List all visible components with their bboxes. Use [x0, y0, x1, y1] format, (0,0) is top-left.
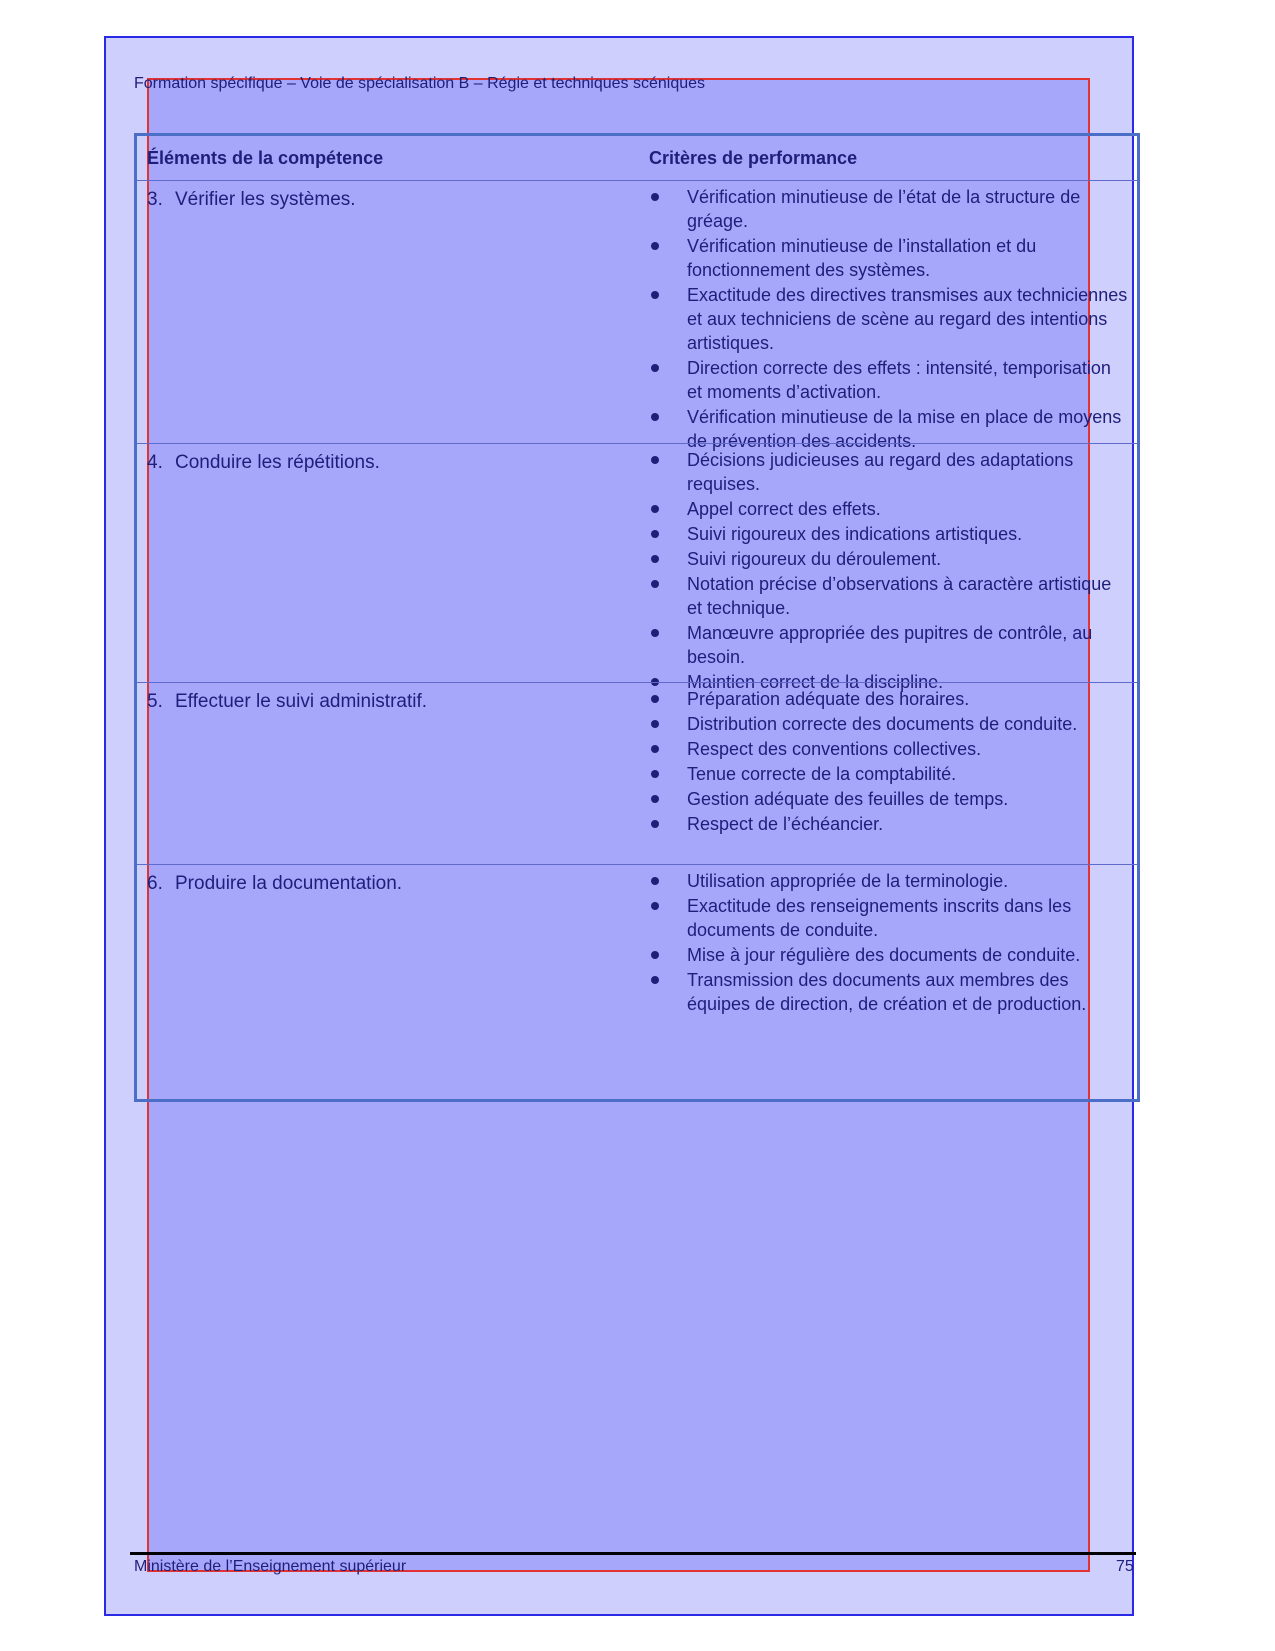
- bullet-icon: [651, 413, 659, 421]
- criteria-item: Notation précise d’observations à caractère artistique et technique.: [649, 572, 1129, 620]
- footer-ministry: Ministère de l’Enseignement supérieur: [134, 1558, 407, 1575]
- competence-label: Vérifier les systèmes.: [175, 189, 356, 210]
- criteria-item: Utilisation appropriée de la terminologie.: [649, 869, 1129, 893]
- table-body: [137, 136, 1137, 1099]
- bullet-icon: [651, 629, 659, 637]
- bullet-icon: [651, 820, 659, 828]
- bullet-icon: [651, 695, 659, 703]
- criteria-item: Manœuvre appropriée des pupitres de contrôle, au besoin.: [649, 621, 1129, 669]
- table-row: [137, 864, 1137, 1099]
- competence-label: Produire la documentation.: [175, 873, 403, 894]
- running-header: Formation spécifique – Voie de spécialisation B – Régie et techniques scéniques: [134, 75, 706, 92]
- criteria-item: Transmission des documents aux membres des équipes de direction, de création et de production.: [649, 968, 1129, 1016]
- criteria-item: Préparation adéquate des horaires.: [649, 687, 1129, 711]
- table-header-row: [137, 136, 1137, 181]
- criteria-item: Direction correcte des effets : intensité, temporisation et moments d’activation.: [649, 356, 1129, 404]
- bullet-icon: [651, 364, 659, 372]
- bullet-icon: [651, 242, 659, 250]
- table-row: [137, 443, 1137, 692]
- criteria-item: Gestion adéquate des feuilles de temps.: [649, 787, 1129, 811]
- criteria-item: Suivi rigoureux des indications artistiques.: [649, 522, 1129, 546]
- criteria-list: [649, 687, 1129, 837]
- bullet-icon: [651, 902, 659, 910]
- competence-label: Effectuer le suivi administratif.: [175, 691, 428, 712]
- competence-label: Conduire les répétitions.: [175, 452, 380, 473]
- criteria-item: Distribution correcte des documents de conduite.: [649, 712, 1129, 736]
- criteria-item: Suivi rigoureux du déroulement.: [649, 547, 1129, 571]
- header-left: Éléments de la compétence: [147, 148, 384, 168]
- competence-element: [147, 188, 356, 212]
- bullet-icon: [651, 976, 659, 984]
- competence-number: 3.: [147, 189, 163, 210]
- footer-rule: [130, 1552, 1136, 1555]
- competence-element: [147, 451, 380, 475]
- bullet-icon: [651, 795, 659, 803]
- criteria-item: Décisions judicieuses au regard des adaptations requises.: [649, 448, 1129, 496]
- criteria-item: Maintien correct de la discipline.: [649, 670, 1129, 694]
- table-row: [137, 682, 1137, 864]
- bullet-icon: [651, 580, 659, 588]
- criteria-item: Vérification minutieuse de l’état de la structure de gréage.: [649, 185, 1129, 233]
- bullet-icon: [651, 555, 659, 563]
- bullet-icon: [651, 877, 659, 885]
- bullet-icon: [651, 745, 659, 753]
- bullet-icon: [651, 456, 659, 464]
- criteria-list: [649, 448, 1129, 695]
- bullet-icon: [651, 770, 659, 778]
- criteria-item: Respect de l’échéancier.: [649, 812, 1129, 836]
- bullet-icon: [651, 530, 659, 538]
- competence-element: [147, 872, 402, 896]
- criteria-item: Vérification minutieuse de l’installation et du fonctionnement des systèmes.: [649, 234, 1129, 282]
- bullet-icon: [651, 951, 659, 959]
- criteria-item: Appel correct des effets.: [649, 497, 1129, 521]
- competence-number: 4.: [147, 452, 163, 473]
- criteria-item: Respect des conventions collectives.: [649, 737, 1129, 761]
- competence-element: [147, 690, 427, 714]
- criteria-item: Vérification minutieuse de la mise en place de moyens de prévention des accidents.: [649, 405, 1129, 453]
- criteria-item: Exactitude des directives transmises aux techniciennes et aux techniciens de scène au regard des intentions artistiques.: [649, 283, 1129, 355]
- page-number: 75: [1116, 1558, 1134, 1575]
- criteria-item: Tenue correcte de la comptabilité.: [649, 762, 1129, 786]
- bullet-icon: [651, 291, 659, 299]
- criteria-list: [649, 185, 1129, 454]
- bullet-icon: [651, 193, 659, 201]
- criteria-item: Mise à jour régulière des documents de conduite.: [649, 943, 1129, 967]
- header-right: Critères de performance: [649, 148, 858, 168]
- criteria-list: [649, 869, 1129, 1017]
- bullet-icon: [651, 505, 659, 513]
- competence-number: 6.: [147, 873, 163, 894]
- competence-number: 5.: [147, 691, 163, 712]
- competence-table: [134, 133, 1140, 1102]
- bullet-icon: [651, 720, 659, 728]
- table-row: [137, 181, 1137, 451]
- criteria-item: Exactitude des renseignements inscrits dans les documents de conduite.: [649, 894, 1129, 942]
